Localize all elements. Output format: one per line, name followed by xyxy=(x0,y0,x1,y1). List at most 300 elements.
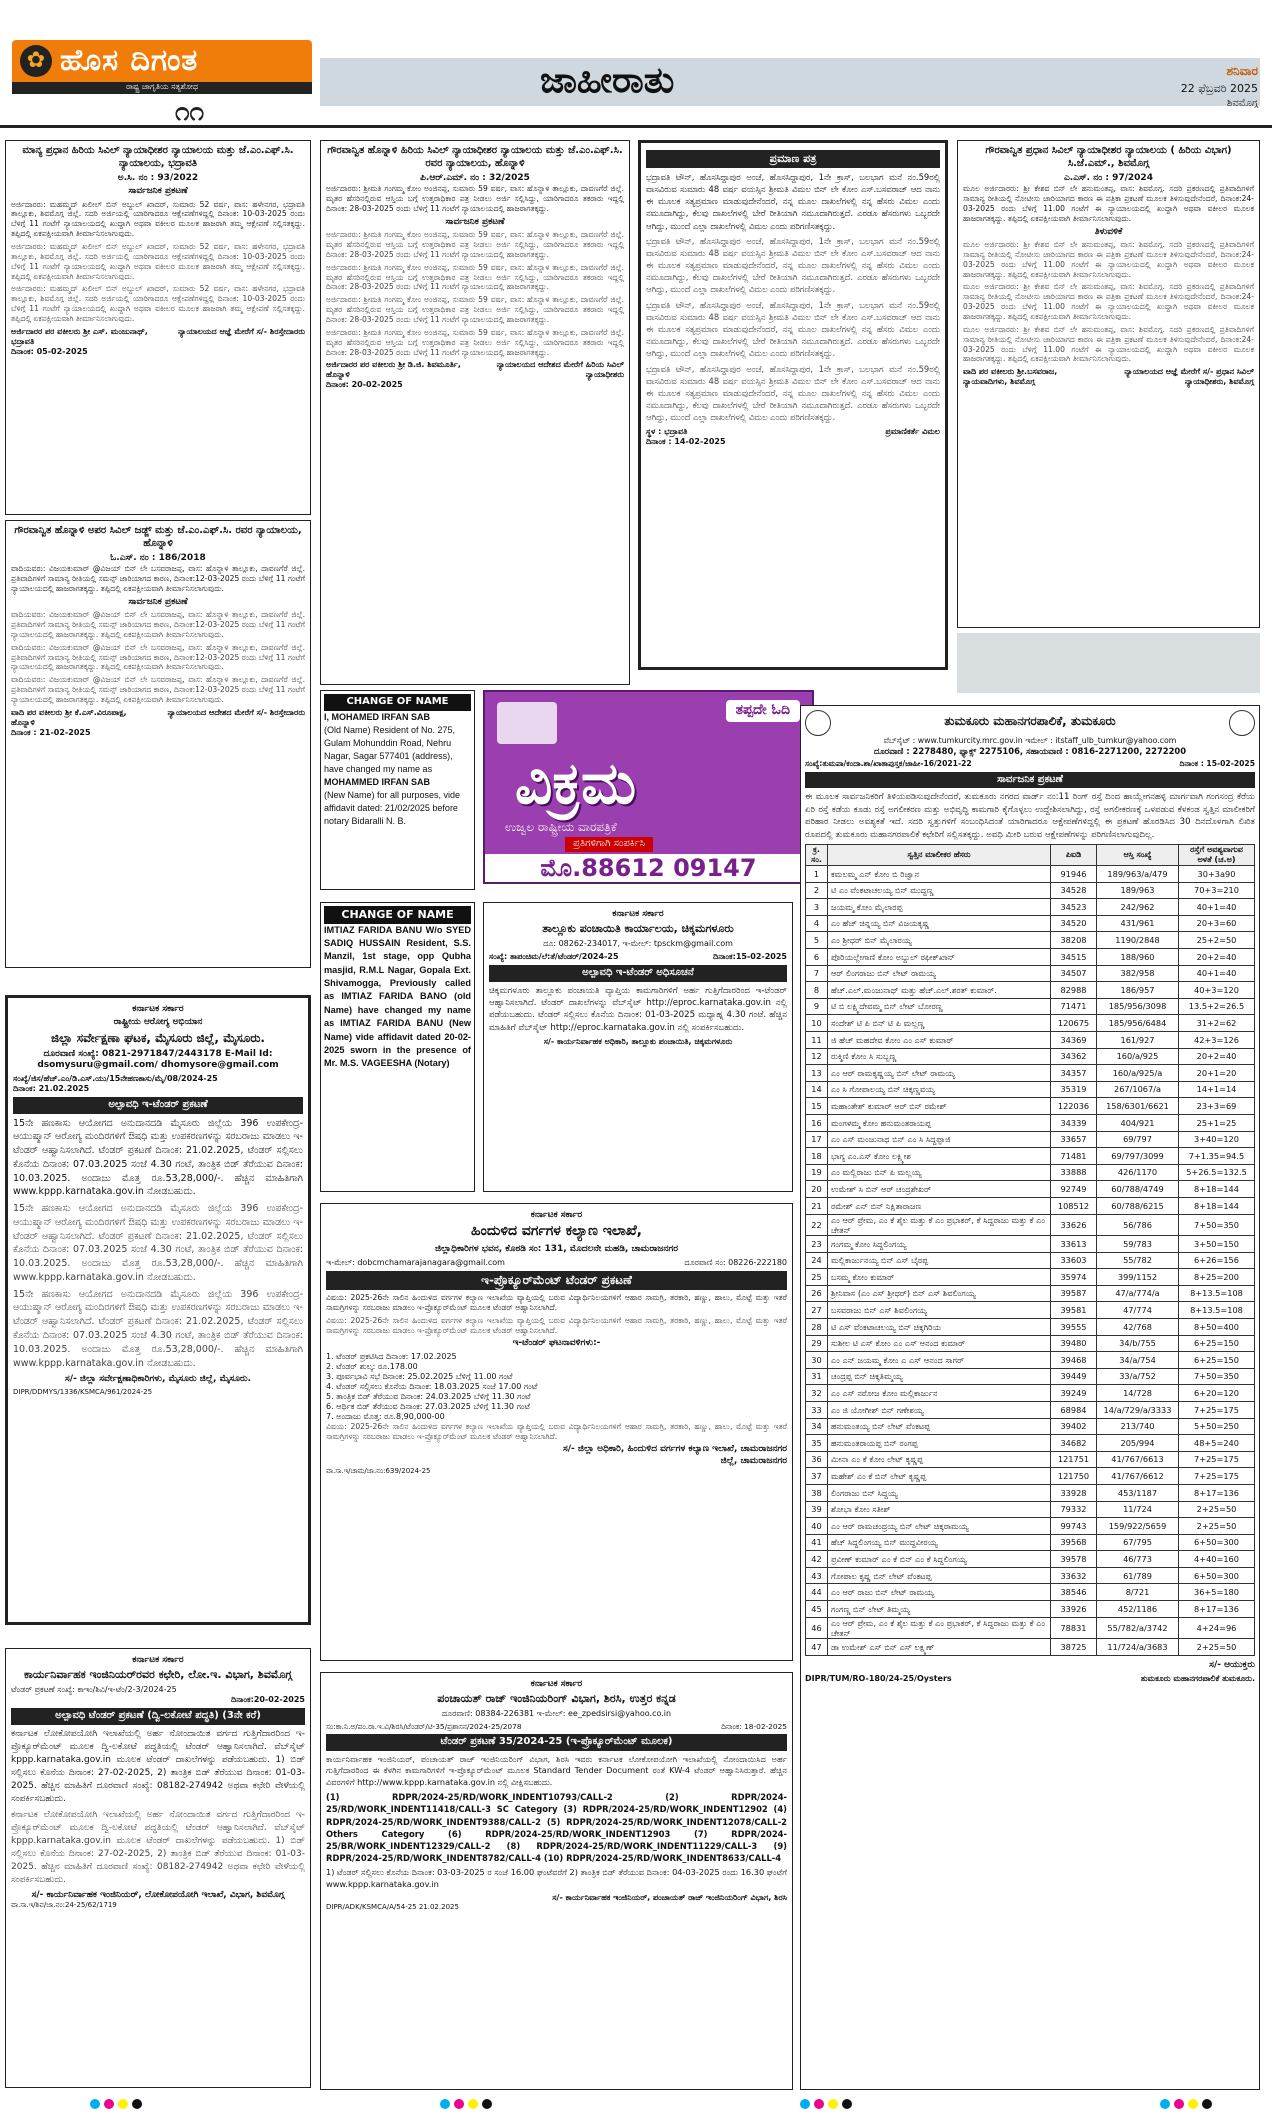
table-row xyxy=(806,998,1255,1015)
ad-backward-classes xyxy=(320,1203,793,1661)
table-cell: 382/958 xyxy=(1097,965,1179,982)
vikrama-band: ಪ್ರತಿಗಳಿಗಾಗಿ ಸಂಪರ್ಕಿಸಿ xyxy=(565,837,653,852)
table-cell: 453/1187 xyxy=(1097,1484,1179,1501)
table-cell: 23+3=69 xyxy=(1179,1098,1255,1115)
table-row xyxy=(806,1484,1255,1501)
table-row xyxy=(806,1031,1255,1048)
table-cell: 40+1=40 xyxy=(1179,899,1255,916)
masthead-band xyxy=(320,58,1260,106)
table-cell: 41/767/6612 xyxy=(1097,1468,1179,1485)
ad-heading: ಸಾರ್ವಜನಿಕ ಪ್ರಕಟಣೆ xyxy=(128,596,188,607)
tender-band: ಇ-ಪ್ರೊಕ್ಯೂರ್‌ಮೆಂಟ್ ಟೆಂಡರ್ ಪ್ರಕಟಣೆ xyxy=(326,1271,787,1290)
table-cell: 18 xyxy=(806,1148,828,1165)
table-cell: 34357 xyxy=(1051,1065,1097,1082)
table-cell: 8+13.5=108 xyxy=(1179,1285,1255,1302)
ad-body: ಕರ್ನಾಟಕ ಲೋಕೋಪಯೋಗಿ ಇಲಾಖೆಯಲ್ಲಿ ಅರ್ಹ ನೋಂದಾಯಿತ ವರ್ಗದ ಗುತ್ತಿಗೆದಾರರಿಂದ ಇ-ಪ್ರೊಕ್ಯೂರ್‌ಮೆಂಟ್ ಮೂಲಕ ದ್ವಿ-ಲಕೋಟೆ ಪದ್ಧತಿಯಲ್ಲಿ ಟೆಂಡರ್ ಆಹ್ವಾನಿಸಲಾಗಿದೆ. ವೆಬ್‌ಸೈಟ್ kppp.karnataka.gov.in ಮೂಲಕ ಟೆಂಡರ್ ದಾಖಲೆಗಳನ್ನು ಪಡೆಯಬಹುದು. 1) ಬಿಡ್ ಸಲ್ಲಿಸಲು ಕೊನೆಯ ದಿನಾಂಕ: 27-02-2025, 2) ತಾಂತ್ರಿಕ ಬಿಡ್ ತೆರೆಯುವ ದಿನಾಂಕ: 01-03-2025. ಹೆಚ್ಚಿನ ಮಾಹಿತಿಗೆ ದೂರವಾಣಿ ಸಂಖ್ಯೆ: 08182-274942 ಅಥವಾ ಕಛೇರಿ ವೇಳೆಯಲ್ಲಿ ಸಂಪರ್ಕಿಸಬಹುದು. xyxy=(11,1728,305,1804)
govt-label: ಕರ್ನಾಟಕ ಸರ್ಕಾರ xyxy=(530,1679,583,1689)
table-cell: 39 xyxy=(806,1501,828,1518)
table-cell: 60/788/4749 xyxy=(1097,1181,1179,1198)
ad-body-continued: ವಿಷಯ: 2025-26ನೇ ಸಾಲಿನ ಹಿಂದುಳಿದ ವರ್ಗಗಳ ಕಲ್ಯಾಣ ಇಲಾಖೆಯ ವ್ಯಾಪ್ತಿಯಲ್ಲಿ ಬರುವ ವಿದ್ಯಾರ್ಥಿನಿಲಯಗಳಿಗೆ ಆಹಾರ ಸಾಮಗ್ರಿ, ತರಕಾರಿ, ಹಣ್ಣು, ಹಾಲು, ಮೊಟ್ಟೆ ಮತ್ತು ಇತರೆ ಸಾಮಗ್ರಿಗಳನ್ನು ಸರಬರಾಜು ಮಾಡಲು ಇ-ಪ್ರೊಕ್ಯೂರ್‌ಮೆಂಟ್ ಮೂಲಕ ಟೆಂಡರ್ ಆಹ್ವಾನಿಸಲಾಗಿದೆ. xyxy=(326,1421,787,1441)
table-cell: ಎಂ ಎಸ್ ನರೋಜ ಕೋಂ ಮಲ್ಲಿಕಾರ್ಜುನ xyxy=(828,1385,1051,1402)
ad-body: ಕಾರ್ಯನಿರ್ವಾಹಕ ಇಂಜಿನಿಯರ್, ಪಂಚಾಯತ್ ರಾಜ್ ಇಂಜಿನಿಯರಿಂಗ್ ವಿಭಾಗ, ಶಿರಸಿ ಇವರು ಕರ್ನಾಟಕ ಲೋಕೋಪಯೋಗಿ ಇಲಾಖೆಯಲ್ಲಿ ನೋಂದಾಯಿಸಿದ ಅರ್ಹ ಗುತ್ತಿಗೆದಾರರಿಂದ ಈ ಕೆಳಗಿನ ಕಾಮಗಾರಿಗಳಿಗೆ ಇ-ಪ್ರೊಕ್ಯೂರ್‌ಮೆಂಟ್ ಮೂಲಕ Standard Tender Document ರಂತೆ KW-4 ಟೆಂಡರ್ ಆಹ್ವಾನಿಸಿರುತ್ತಾರೆ. ಹೆಚ್ಚಿನ ವಿವರಗಳಿಗೆ http://www.kppp.karnataka.gov.in ನಲ್ಲಿ ವೀಕ್ಷಿಸಬಹುದು. xyxy=(326,1753,787,1787)
table-cell: 39587 xyxy=(1051,1285,1097,1302)
table-row xyxy=(806,1081,1255,1098)
table-cell: 82988 xyxy=(1051,982,1097,999)
ref-date: ದಿನಾಂಕ:15-02-2025 xyxy=(713,952,787,961)
table-cell: ಎಂ ಜಿ ಯೋಗೀಶ್ ಬಿನ್ ಗಣೇಶಯ್ಯ xyxy=(828,1401,1051,1418)
table-cell: 6+25=150 xyxy=(1179,1352,1255,1369)
table-cell: 33926 xyxy=(1051,1601,1097,1618)
table-cell: 17 xyxy=(806,1131,828,1148)
table-cell: 11 xyxy=(806,1031,828,1048)
table-cell: 33657 xyxy=(1051,1131,1097,1148)
table-cell: ಲಿಂಗರಾಜು ಬಿನ್ ಸಿದ್ದಯ್ಯ xyxy=(828,1484,1051,1501)
table-cell: 25+2=50 xyxy=(1179,932,1255,949)
events-list xyxy=(326,1352,787,1422)
table-row xyxy=(806,1617,1255,1639)
table-cell: ಸಂದೇಶ್ ಟಿ ಪಿ ಬಿನ್ ಟಿ ಪಿ ಮಲ್ಲಣ್ಣ xyxy=(828,1015,1051,1032)
ad-body-continued: ಭದ್ರಾವತಿ ಟೌನ್, ಹೊಸಸಿದ್ದಾಪುರ ಅಂಚೆ, ಹೊಸಸಿದ್ದಾಪುರ, 1ನೇ ಕ್ರಾಸ್, ಬಲಭಾಗ ಮನೆ ನಂ.59ರಲ್ಲಿ ವಾಸವಿರುವ ಸುಮಾರು 48 ವರ್ಷ ವಯಸ್ಸಿನ ಶ್ರೀಮತಿ ವಿಮಲ ಬಿನ್ ಲೇ ಕೋಂ ಎಸ್.ಬಸವರಾಜ್ ಆದ ನಾನು ಈ ಮೂಲಕ ಸತ್ಯಪ್ರಮಾಣ ಮಾಡುವುದೇನೆಂದರೆ, ನನ್ನ ಮೂಲ ದಾಖಲೆಗಳಲ್ಲಿ ನನ್ನ ಹೆಸರು ವಿಮಲ ಎಂದು ನಮೂದಾಗಿದ್ದು, ಕೆಲವು ದಾಖಲೆಗಳಲ್ಲಿ ಬೇರೆ ರೀತಿಯಾಗಿ ನಮೂದಾಗಿರುತ್ತದೆ. ಎರಡೂ ಹೆಸರುಗಳು ಒಬ್ಬರದೇ ಆಗಿದ್ದು, ಮುಂದೆ ಎಲ್ಲಾ ದಾಖಲೆಗಳಲ್ಲಿ ವಿಮಲ ಎಂದು ಪರಿಗಣಿಸತಕ್ಕದ್ದು. xyxy=(646,363,940,423)
ad-change-of-name-1 xyxy=(320,690,475,890)
contact-info: ದೂರವಾಣಿ: 08384-226381 ಇ-ಮೇಲ್: ee_zpedsirsi@yahoo.co.in xyxy=(441,1709,672,1718)
table-cell: ಎಂ ಹೆಚ್ ಚಿನ್ನಯ್ಯ ಬಿನ್ ವಿಜಯಕೃಷ್ಣ xyxy=(828,915,1051,932)
ad-body-continued: ಅರ್ಜಿದಾರರು: ಶ್ರೀಮತಿ ಗಂಗಮ್ಮ ಕೋಂ ಅಂಜಿನಪ್ಪ, ಸುಮಾರು 59 ವರ್ಷ, ವಾಸ: ಹೊನ್ನಾಳಿ ತಾಲ್ಲೂಕು, ದಾವಣಗೆರೆ ಜಿಲ್ಲೆ. ಮೃತರ ಹೆಸರಿನಲ್ಲಿರುವ ಆಸ್ತಿಯ ಬಗ್ಗೆ ಉತ್ತರಾಧಿಕಾರ ಪತ್ರ ನೀಡಲು ಅರ್ಜಿ ಸಲ್ಲಿಸಿದ್ದು, ಯಾರಿಗಾದರೂ ತಕರಾರು ಇದ್ದಲ್ಲಿ ದಿನಾಂಕ: 28-03-2025 ರಂದು ಬೆಳಿಗ್ಗೆ 11 ಗಂಟೆಗೆ ನ್ಯಾಯಾಲಯದಲ್ಲಿ ಹಾಜರಾಗತಕ್ಕದ್ದು. xyxy=(326,327,624,357)
ad-signature: ಸ/- ಕಾರ್ಯನಿರ್ವಾಹಕ ಇಂಜಿನಿಯರ್, ಪಂಚಾಯತ್ ರಾಜ್ ಇಂಜಿನಿಯರಿಂಗ್ ವಿಭಾಗ, ಶಿರಸಿ xyxy=(552,1893,787,1903)
table-row xyxy=(806,1252,1255,1269)
table-cell: 33613 xyxy=(1051,1236,1097,1253)
table-cell: 34520 xyxy=(1051,915,1097,932)
dipr-code: ವಾ.ಸಾ.ಇ/ಶಿವ/ಜಾ.ನಂ:24-25/62/1719 xyxy=(11,1901,117,1910)
ad-body-continued: ಅರ್ಜಿದಾರರು: ಶ್ರೀಮತಿ ಗಂಗಮ್ಮ ಕೋಂ ಅಂಜಿನಪ್ಪ, ಸುಮಾರು 59 ವರ್ಷ, ವಾಸ: ಹೊನ್ನಾಳಿ ತಾಲ್ಲೂಕು, ದಾವಣಗೆರೆ ಜಿಲ್ಲೆ. ಮೃತರ ಹೆಸರಿನಲ್ಲಿರುವ ಆಸ್ತಿಯ ಬಗ್ಗೆ ಉತ್ತರಾಧಿಕಾರ ಪತ್ರ ನೀಡಲು ಅರ್ಜಿ ಸಲ್ಲಿಸಿದ್ದು, ಯಾರಿಗಾದರೂ ತಕರಾರು ಇದ್ದಲ್ಲಿ ದಿನಾಂಕ: 28-03-2025 ರಂದು ಬೆಳಿಗ್ಗೆ 11 ಗಂಟೆಗೆ ನ್ಯಾಯಾಲಯದಲ್ಲಿ ಹಾಜರಾಗತಕ್ಕದ್ದು. xyxy=(326,262,624,292)
table-cell: 39581 xyxy=(1051,1302,1097,1319)
table-cell: 14/728 xyxy=(1097,1385,1179,1402)
table-cell: 34/a/754 xyxy=(1097,1352,1179,1369)
table-cell: 41 xyxy=(806,1534,828,1551)
table-cell: 20 xyxy=(806,1181,828,1198)
table-cell: 40 xyxy=(806,1518,828,1535)
table-cell: 8+50=400 xyxy=(1179,1318,1255,1335)
table-row xyxy=(806,1269,1255,1286)
ad-body-continued: 15ನೇ ಹಣಕಾಸು ಆಯೋಗದ ಅನುದಾನದಡಿ ಮೈಸೂರು ಜಿಲ್ಲೆಯ 396 ಉಪಕೇಂದ್ರ-ಆಯುಷ್ಮಾನ್ ಆರೋಗ್ಯ ಮಂದಿರಗಳಿಗೆ ಔಷಧಿ ಮತ್ತು ಉಪಕರಣಗಳನ್ನು ಸರಬರಾಜು ಮಾಡಲು ಇ-ಟೆಂಡರ್ ಆಹ್ವಾನಿಸಲಾಗಿದೆ. ಟೆಂಡರ್ ಪ್ರಕಟಣೆ ದಿನಾಂಕ: 21.02.2025, ಟೆಂಡರ್ ಸಲ್ಲಿಸಲು ಕೊನೆಯ ದಿನಾಂಕ: 07.03.2025 ಸಂಜೆ 4.30 ಗಂಟೆ, ತಾಂತ್ರಿಕ ಬಿಡ್ ತೆರೆಯುವ ದಿನಾಂಕ: 10.03.2025. ಅಂದಾಜು ಮೊತ್ತ ರೂ.53,28,000/-. ಹೆಚ್ಚಿನ ಮಾಹಿತಿಗಾಗಿ www.kppp.karnataka.gov.in ನೋಡಬಹುದು. xyxy=(13,1203,303,1283)
table-cell: ಹೆಚ್.ಎಲ್.ಮಂಜುನಾಥ್ ಮತ್ತು ಹೆಚ್.ಎಲ್.ಶರತ್ ಕುಮಾರ್. xyxy=(828,982,1051,999)
ad-signature: ಸ/- ಜಿಲ್ಲಾ ಅಧಿಕಾರಿ, ಹಿಂದುಳಿದ ವರ್ಗಗಳ ಕಲ್ಯಾಣ ಇಲಾಖೆ, ಚಾಮರಾಜನಗರ ಜಿಲ್ಲೆ, ಚಾಮರಾಜನಗರ xyxy=(562,1444,787,1466)
notice-band: ಸಾರ್ವಜನಿಕ ಪ್ರಕಟಣೆ xyxy=(805,772,1255,789)
table-cell: 34682 xyxy=(1051,1435,1097,1452)
case-number: ಅ.ಸಿ. ನಂ : 93/2022 xyxy=(117,173,199,183)
emblem-icon xyxy=(1229,710,1255,736)
table-cell: ಎಂ ಆರ್ ರಾಜು ಬಿನ್ ಲೇಟ್ ರಾಮಯ್ಯ xyxy=(828,1584,1051,1601)
table-cell: 45 xyxy=(806,1601,828,1618)
ad-court-bhadravathi xyxy=(5,140,311,515)
paper-tagline: ರಾಷ್ಟ್ರ ಜಾಗೃತಿಯ ಸತ್ಯಶೋಧ xyxy=(12,82,312,94)
table-cell: 33 xyxy=(806,1401,828,1418)
table-cell: 8+18=144 xyxy=(1179,1181,1255,1198)
table-cell: 2 xyxy=(806,882,828,899)
table-cell: ಗಂಗಣ್ಣ ಬಿನ್ ಲೇಟ್ ತಿಮ್ಮಯ್ಯ xyxy=(828,1601,1051,1618)
ref-number: ಸಂಖ್ಯೆ/ಜಿಸ/ಹೆಚ್.ಎಂ/ಡಿ.ಎಸ್.ಯು/15ನೇಹಣಕಾಸು/ಮೈ/08/2024-25 xyxy=(13,1074,218,1083)
issue-city: ಶಿವಮೊಗ್ಗ xyxy=(1226,98,1258,109)
table-cell: 205/994 xyxy=(1097,1435,1179,1452)
table-cell: ಎಂ ಎಸ್ ಮಂಜುನಾಥ ಬಿನ್ ಎಂ ಸಿ ಸಿದ್ದಪ್ಪಾಜಿ xyxy=(828,1131,1051,1148)
ad-body-continued: ಅರ್ಜಿದಾರರು: ಶ್ರೀಮತಿ ಗಂಗಮ್ಮ ಕೋಂ ಅಂಜಿನಪ್ಪ, ಸುಮಾರು 59 ವರ್ಷ, ವಾಸ: ಹೊನ್ನಾಳಿ ತಾಲ್ಲೂಕು, ದಾವಣಗೆರೆ ಜಿಲ್ಲೆ. ಮೃತರ ಹೆಸರಿನಲ್ಲಿರುವ ಆಸ್ತಿಯ ಬಗ್ಗೆ ಉತ್ತರಾಧಿಕಾರ ಪತ್ರ ನೀಡಲು ಅರ್ಜಿ ಸಲ್ಲಿಸಿದ್ದು, ಯಾರಿಗಾದರೂ ತಕರಾರು ಇದ್ದಲ್ಲಿ ದಿನಾಂಕ: 28-03-2025 ರಂದು ಬೆಳಿಗ್ಗೆ 11 ಗಂಟೆಗೆ ನ್ಯಾಯಾಲಯದಲ್ಲಿ ಹಾಜರಾಗತಕ್ಕದ್ದು. xyxy=(326,295,624,324)
table-cell: 33603 xyxy=(1051,1252,1097,1269)
table-cell: 6 xyxy=(806,949,828,966)
table-cell: 43 xyxy=(806,1567,828,1584)
table-cell: ಎಂ ಸಿ ಗೋಪಾಲಯ್ಯ ಬಿನ್ ಚಿಕ್ಕಣ್ಣವಯ್ಯ xyxy=(828,1081,1051,1098)
table-row xyxy=(806,1015,1255,1032)
ad-court-shivamogga xyxy=(957,140,1260,628)
table-row xyxy=(806,915,1255,932)
table-cell: 60/788/6215 xyxy=(1097,1197,1179,1214)
magenta-dot xyxy=(104,2099,114,2109)
dipr-code: DIPR/ADK/KSMCA/A/54-25 21.02.2025 xyxy=(326,1903,459,1912)
table-cell: 28 xyxy=(806,1318,828,1335)
table-row xyxy=(806,1214,1255,1236)
table-row xyxy=(806,1352,1255,1369)
ad-change-of-name-2 xyxy=(320,902,475,1192)
table-cell: 34515 xyxy=(1051,949,1097,966)
table-cell: 34369 xyxy=(1051,1031,1097,1048)
ad-body-continued: ಮೂಲ ಅರ್ಜಿದಾರರು: ಶ್ರೀ ಕೇಶವ ಬಿನ್ ಲೇ ಹನುಮಂತಪ್ಪ, ವಾಸ: ಶಿವಮೊಗ್ಗ. ಸದರಿ ಪ್ರಕರಣದಲ್ಲಿ ಪ್ರತಿವಾದಿಗಳಿಗೆ ಸಾಮಾನ್ಯ ರೀತಿಯಲ್ಲಿ ನೋಟೀಸು ಜಾರಿಯಾಗದ ಕಾರಣ ಈ ಪತ್ರಿಕಾ ಪ್ರಕಟಣೆ ಮೂಲಕ ತಿಳಿಸುವುದೇನೆಂದರೆ, ದಿನಾಂಕ:24-03-2025 ರಂದು ಬೆಳಿಗ್ಗೆ 11.00 ಗಂಟೆಗೆ ಈ ನ್ಯಾಯಾಲಯದಲ್ಲಿ ಖುದ್ದಾಗಿ ಅಥವಾ ವಕೀಲರ ಮೂಲಕ ಹಾಜರಾಗತಕ್ಕದ್ದು. ತಪ್ಪಿದಲ್ಲಿ ಏಕಪಕ್ಷೀಯವಾಗಿ ತೀರ್ಮಾನಿಸಲಾಗುವುದು. xyxy=(963,282,1254,321)
table-cell: 3 xyxy=(806,899,828,916)
table-cell: 34/b/755 xyxy=(1097,1335,1179,1352)
list-item: 2. ಟೆಂಡರ್ ಶುಲ್ಕ: ರೂ.178.00 xyxy=(326,1361,418,1371)
ad-signature: ಸ/- ಕಾರ್ಯನಿರ್ವಾಹಕ ಅಧಿಕಾರಿ, ತಾಲ್ಲೂಕು ಪಂಚಾಯಿತಿ, ಚಿಕ್ಕಮಗಳೂರು xyxy=(543,1037,733,1047)
table-row xyxy=(806,1601,1255,1618)
table-cell: 39578 xyxy=(1051,1551,1097,1568)
ad-signature: ಸ/- ಕಾರ್ಯನಿರ್ವಾಹಕ ಇಂಜಿನಿಯರ್, ಲೋಕೋಪಯೋಗಿ ಇಲಾಖೆ, ವಿಭಾಗ, ಶಿವಮೊಗ್ಗ xyxy=(31,1890,285,1901)
table-cell: ಜಿ ಹೆಚ್ ಮಹದೇವ ಕೋಂ ಎಂ ಎಸ್ ಕುಮಾರ್ xyxy=(828,1031,1051,1048)
ref-date: ದಿನಾಂಕ: 21.02.2025 xyxy=(13,1084,90,1093)
table-cell: ಉಮೇಶ್ ಸಿ ಬಿನ್ ಆರ್ ಚಂದ್ರಶೇಖರ್ xyxy=(828,1181,1051,1198)
table-cell: 40+1=40 xyxy=(1179,965,1255,982)
table-cell: 39555 xyxy=(1051,1318,1097,1335)
table-cell: 19 xyxy=(806,1164,828,1181)
table-cell: 26 xyxy=(806,1285,828,1302)
registration-marks xyxy=(800,2099,852,2111)
table-cell: 39402 xyxy=(1051,1418,1097,1435)
table-cell: 20+3=60 xyxy=(1179,915,1255,932)
table-cell: ಎಂ ಆರ್ ಪ್ರೇಮ, ಎಂ ಕೆ ಶೈಲ ಮತ್ತು ಕೆ ಎಂ ಪ್ರಭಾಕರ್, ಕೆ ಸಿದ್ದರಾಜು ಮತ್ತು ಕೆ ಎಂ ಚೇತನ್ xyxy=(828,1214,1051,1236)
list-item: 6. ಆರ್ಥಿಕ ಬಿಡ್ ತೆರೆಯುವ ದಿನಾಂಕ: 27.03.2025 ಬೆಳಿಗ್ಗೆ 11.30 ಗಂಟೆ xyxy=(326,1401,531,1411)
ref-date: ದಿನಾಂಕ:20-02-2025 xyxy=(231,1695,305,1704)
table-cell: ಟಿ ಎಸ್ ವೆಂಕಟಾಚಲಯ್ಯ ಬಿನ್ ಚಿಕ್ಕಗಿರಿಯ xyxy=(828,1318,1051,1335)
vikrama-title: ವಿಕ್ರಮ xyxy=(515,749,637,817)
advocate-signature: ವಾದಿ ಪರ ವಕೀಲರು ಶ್ರೀ.ಬಸವರಾಜ, ನ್ಯಾಯವಾದಿಗಳು, ಶಿವಮೊಗ್ಗ xyxy=(963,367,1058,387)
govt-label: ಕರ್ನಾಟಕ ಸರ್ಕಾರ xyxy=(132,1655,184,1665)
table-cell: 213/740 xyxy=(1097,1418,1179,1435)
contact-info: ದೂರವಾಣಿ ಸಂಖ್ಯೆ: 0821-2971847/2443178 E-Mail Id: dsomysuru@gmail.com/ dhomysore@gmail.com xyxy=(37,1048,279,1070)
table-cell: 55/782/a/3742 xyxy=(1097,1617,1179,1639)
table-cell: ಮೀನಾ ಎಂ ಕೆ ಕೋಂ ಲೇಟ್ ಕೃಷ್ಣಪ್ಪ xyxy=(828,1451,1051,1468)
table-cell: 25 xyxy=(806,1269,828,1286)
table-cell: 189/963 xyxy=(1097,882,1179,899)
tender-band: ಅಲ್ಪಾವಧಿ ಟೆಂಡರ್ ಪ್ರಕಟಣೆ (ದ್ವಿ-ಲಕೋಟೆ ಪದ್ಧತಿ) (3ನೇ ಕರೆ) xyxy=(11,1708,305,1725)
table-cell: 6+50=300 xyxy=(1179,1534,1255,1551)
table-cell: 46/773 xyxy=(1097,1551,1179,1568)
table-cell: 161/927 xyxy=(1097,1031,1179,1048)
table-cell: 39249 xyxy=(1051,1385,1097,1402)
ref-number: ಸಂಖ್ಯೆ: ತಾಪಂಚಿಮ/ಲೆ:ತೆ/ಟೆಂಡರ್/2024-25 xyxy=(489,952,619,961)
ad-title: ತುಮಕೂರು ಮಹಾನಗರಪಾಲಿಕೆ, ತುಮಕೂರು xyxy=(944,714,1116,728)
ad-signature: ಪ್ರಮಾಣಿಕರ್ತೆ ವಿಮಲ xyxy=(885,426,940,436)
column-header: ಆಸ್ತಿ ಸಂಖ್ಯೆ xyxy=(1097,845,1179,866)
table-cell: 6+50=300 xyxy=(1179,1567,1255,1584)
table-cell: 121750 xyxy=(1051,1468,1097,1485)
table-cell: 3+40=120 xyxy=(1179,1131,1255,1148)
tender-band: ಅಲ್ಪಾವಧಿ ಇ-ಟೆಂಡರ್ ಪ್ರಕಟಣೆ xyxy=(13,1097,303,1114)
ad-pwd-shivamogga xyxy=(5,1648,311,2088)
table-cell: 4+24=96 xyxy=(1179,1617,1255,1639)
table-cell: 30+3a90 xyxy=(1179,866,1255,883)
ad-title: ಮಾನ್ಯ ಪ್ರಧಾನ ಹಿರಿಯ ಸಿವಿಲ್ ನ್ಯಾಯಾಧೀಶರ ನ್ಯಾಯಾಲಯ ಮತ್ತು ಜೆ.ಎಂ.ಎಫ್.ಸಿ. ನ್ಯಾಯಾಲಯ, ಭದ್ರಾವತಿ xyxy=(22,145,294,169)
ad-title: ಜಿಲ್ಲಾ ಸರ್ವೇಕ್ಷಣಾ ಘಟಕ, ಮೈಸೂರು ಜಿಲ್ಲೆ, ಮೈಸೂರು. xyxy=(51,1030,265,1045)
masthead xyxy=(0,0,1272,128)
table-cell: 2+25=50 xyxy=(1179,1639,1255,1656)
ad-place: ಸ್ಥಳ : ಭದ್ರಾವತಿ xyxy=(646,426,688,436)
table-row xyxy=(806,1164,1255,1181)
table-cell: 10 xyxy=(806,1015,828,1032)
ad-date: ದಿನಾಂಕ : 21-02-2025 xyxy=(11,727,91,737)
dept-label: ರಾಷ್ಟ್ರೀಯ ಆರೋಗ್ಯ ಅಭಿಯಾನ xyxy=(113,1017,203,1028)
table-cell: 36 xyxy=(806,1451,828,1468)
property-table xyxy=(805,844,1255,1656)
table-cell: ಕಮಲಮ್ಮ ಎನ್ ಕೋಂ ಬಿ ರಿಜ್ವಾನ xyxy=(828,866,1051,883)
tender-band: ಅಲ್ಪಾವಧಿ ಇ-ಟೆಂಡರ್ ಅಧಿಸೂಚನೆ xyxy=(489,965,787,982)
table-row xyxy=(806,1518,1255,1535)
table-cell: 159/922/5659 xyxy=(1097,1518,1179,1535)
table-cell: 34528 xyxy=(1051,882,1097,899)
table-cell: 44 xyxy=(806,1584,828,1601)
table-cell: 55/782 xyxy=(1097,1252,1179,1269)
table-cell: 185/956/3098 xyxy=(1097,998,1179,1015)
table-cell: 5+50=250 xyxy=(1179,1418,1255,1435)
table-cell: 7+50=350 xyxy=(1179,1368,1255,1385)
table-cell: 108512 xyxy=(1051,1197,1097,1214)
table-cell: 39480 xyxy=(1051,1335,1097,1352)
court-signature: ನ್ಯಾಯಾಲಯದ ಆದೇಶದ ಮೇರೆಗೆ ಸ/- ಶಿರಸ್ತೇದಾರರು xyxy=(167,707,305,717)
table-cell: 16 xyxy=(806,1114,828,1131)
table-cell: 14+1=14 xyxy=(1179,1081,1255,1098)
vikrama-phone: ಮೊ.88612 09147 xyxy=(485,854,812,882)
table-cell: 7 xyxy=(806,965,828,982)
column-header: ಕ್ರ. ಸಂ. xyxy=(806,845,828,866)
ad-title: CHANGE OF NAME xyxy=(324,906,471,924)
table-cell: 15 xyxy=(806,1098,828,1115)
emblem-icon xyxy=(805,710,831,736)
table-row xyxy=(806,1418,1255,1435)
ad-title: ಕಾರ್ಯನಿರ್ವಾಹಕ ಇಂಜಿನಿಯರ್‌ರವರ ಕಛೇರಿ, ಲೋ.ಇ. ವಿಭಾಗ, ಶಿವಮೊಗ್ಗ xyxy=(24,1668,292,1682)
table-cell: 11/724/a/3683 xyxy=(1097,1639,1179,1656)
table-row xyxy=(806,1285,1255,1302)
table-row xyxy=(806,1534,1255,1551)
table-row xyxy=(806,965,1255,982)
table-cell: 32 xyxy=(806,1385,828,1402)
court-signature: ನ್ಯಾಯಾಲಯದ ಆಜ್ಞೆ ಮೇರೆಗೆ ಸ/- ಪ್ರಧಾನ ಸಿವಿಲ್ ನ್ಯಾಯಾಧೀಶರು, ಶಿವಮೊಗ್ಗ xyxy=(1124,367,1254,387)
page-number: ೧೧ xyxy=(175,97,205,127)
table-cell: 42 xyxy=(806,1551,828,1568)
table-cell: 122036 xyxy=(1051,1098,1097,1115)
table-row xyxy=(806,982,1255,999)
table-cell: 13.5+2=26.5 xyxy=(1179,998,1255,1015)
table-cell: 20+2=40 xyxy=(1179,1048,1255,1065)
court-signature: ನ್ಯಾಯಾಲಯದ ಆಜ್ಞೆ ಮೇರೆಗೆ ಸ/- ಶಿರಸ್ತೇದಾರರು xyxy=(177,326,305,336)
events-heading: ಇ-ಟೆಂಡರ್ ಘಟನಾವಳಿಗಳು:- xyxy=(512,1338,601,1349)
ad-title: ತಾಲ್ಲೂಕು ಪಂಚಾಯಿತಿ ಕಾರ್ಯಾಲಯ, ಚಿಕ್ಕಮಗಳೂರು xyxy=(542,922,734,936)
ad-date: ದಿನಾಂಕ: 05-02-2025 xyxy=(11,346,88,356)
table-cell: 185/956/6484 xyxy=(1097,1015,1179,1032)
table-cell: 56/786 xyxy=(1097,1214,1179,1236)
table-cell: 40+3=120 xyxy=(1179,982,1255,999)
table-cell: 71481 xyxy=(1051,1148,1097,1165)
table-cell: 23 xyxy=(806,1236,828,1253)
book-icon xyxy=(497,702,557,744)
table-cell: 5 xyxy=(806,932,828,949)
table-cell: 7+50=350 xyxy=(1179,1214,1255,1236)
table-cell: 34 xyxy=(806,1418,828,1435)
table-cell: 92749 xyxy=(1051,1181,1097,1198)
table-cell: 42/768 xyxy=(1097,1318,1179,1335)
ad-body: ಈ ಮೂಲಕ ಸಾರ್ವಜನಿಕರಿಗೆ ತಿಳಿಯಪಡಿಸುವುದೇನೆಂದರೆ, ತುಮಕೂರು ನಗರದ ವಾರ್ಡ್ ನಂ:11 ರಿಂಗ್ ರಸ್ತೆ ದಿಂದ ಹಾಯ್ಲೇಗನಹಳ್ಳಿ ಮಾರ್ಗವಾಗಿ ಗಂಗಸಂದ್ರ ಕೆರೆಯ ಏರಿ ರಸ್ತೆ ಕಡೆಯ ಕೂಡು ರಸ್ತೆ ಅಗಲೀಕರಣ ಮತ್ತು ಅಭಿವೃದ್ಧಿ ಕಾಮಗಾರಿ ಕೈಗೊಳ್ಳಲು ಉದ್ದೇಶಿಸಲಾಗಿದ್ದು, ರಸ್ತೆ ಅಗಲೀಕರಣಕ್ಕೆ ಒಳಪಡುವ ಕೆಳಕಂಡ ಸ್ವತ್ತಿನ ಮಾಲೀಕರಿಗೆ ಪರಿಹಾರ ನೀಡಲು ಅವಶ್ಯಕತೆ ಇದೆ. ಸದರಿ ಸ್ವತ್ತುಗಳಿಗೆ ಸಂಬಂಧಿಸಿದಂತೆ ಯಾರಿಗಾದರೂ ಆಕ್ಷೇಪಣೆಗಳಿದ್ದಲ್ಲಿ ಈ ಪ್ರಕಟಣೆ ಹೊರಡಿಸಿದ 30 ದಿನದೊಳಗಾಗಿ ಲಿಖಿತ ರೂಪದಲ್ಲಿ ತುಮಕೂರು ಮಹಾನಗರಪಾಲಿಕೆ ಕಛೇರಿಗೆ ಸಲ್ಲಿಸತಕ್ಕದ್ದು. ಅವಧಿ ಮೀರಿ ಬರುವ ಆಕ್ಷೇಪಣೆಗಳನ್ನು ಪರಿಗಣಿಸಲಾಗುವುದಿಲ್ಲ. xyxy=(805,792,1255,840)
table-cell: 33632 xyxy=(1051,1567,1097,1584)
table-cell: 35319 xyxy=(1051,1081,1097,1098)
affidavit-text: (New Name) for all purposes, vide affidavit dated: 21/02/2025 before notary Bidaralli N. B. xyxy=(324,789,461,826)
table-cell: 8+25=200 xyxy=(1179,1269,1255,1286)
table-row xyxy=(806,1302,1255,1319)
section-title: ಜಾಹೀರಾತು xyxy=(540,59,675,101)
ref-number: ಸಂ:ಕಾ.ನಿ.ಅ/ಪಂ.ರಾ.ಇ.ವಿ/ಶಿರಸಿ/ಟೆಂಡರ್/ಟಿ-35/ಪ್ರಶಾಸನ/2024-25/2078 xyxy=(326,1722,522,1731)
website-text: ವೆಬ್‌ಸೈಟ್ : www.tumkurcity.mrc.gov.in ಇಮೇಲ್ : itstaff_ulb_tumkur@yahoo.com xyxy=(883,736,1177,745)
ad-title: ಗೌರವಾನ್ವಿತ ಹೊನ್ನಾಳಿ ಅಪರ ಸಿವಿಲ್ ಜಡ್ಜ್ ಮತ್ತು ಜೆ.ಎಂ.ಎಫ್.ಸಿ. ರವರ ನ್ಯಾಯಾಲಯ, ಹೊನ್ನಾಳಿ xyxy=(14,525,302,549)
table-cell: 48+5=240 xyxy=(1179,1435,1255,1452)
ad-body-continued: 15ನೇ ಹಣಕಾಸು ಆಯೋಗದ ಅನುದಾನದಡಿ ಮೈಸೂರು ಜಿಲ್ಲೆಯ 396 ಉಪಕೇಂದ್ರ-ಆಯುಷ್ಮಾನ್ ಆರೋಗ್ಯ ಮಂದಿರಗಳಿಗೆ ಔಷಧಿ ಮತ್ತು ಉಪಕರಣಗಳನ್ನು ಸರಬರಾಜು ಮಾಡಲು ಇ-ಟೆಂಡರ್ ಆಹ್ವಾನಿಸಲಾಗಿದೆ. ಟೆಂಡರ್ ಪ್ರಕಟಣೆ ದಿನಾಂಕ: 21.02.2025, ಟೆಂಡರ್ ಸಲ್ಲಿಸಲು ಕೊನೆಯ ದಿನಾಂಕ: 07.03.2025 ಸಂಜೆ 4.30 ಗಂಟೆ, ತಾಂತ್ರಿಕ ಬಿಡ್ ತೆರೆಯುವ ದಿನಾಂಕ: 10.03.2025. ಅಂದಾಜು ಮೊತ್ತ ರೂ.53,28,000/-. ಹೆಚ್ಚಿನ ಮಾಹಿತಿಗಾಗಿ www.kppp.karnataka.gov.in ನೋಡಬಹುದು. xyxy=(13,1288,303,1369)
table-cell: ಎಂ ಆರ್ ಪ್ರೇಮ, ಎಂ ಕೆ ಶೈಲ ಮತ್ತು ಕೆ ಎಂ ಪ್ರಭಾಕರ್, ಕೆ ಸಿದ್ದರಾಜು ಮತ್ತು ಕೆ ಎಂ ಚೇತನ್ xyxy=(828,1617,1051,1639)
table-cell: ಟಿ ಬಿ ಲಕ್ಷ್ಮಿದೇವಮ್ಮ ಬಿನ್ ಲೇಟ್ ಬೋರಣ್ಣ xyxy=(828,998,1051,1015)
ad-court-honnali-os xyxy=(5,520,311,968)
new-name: MOHAMMED IRFAN SAB xyxy=(324,776,430,787)
table-header-row xyxy=(806,845,1255,866)
table-cell: 242/962 xyxy=(1097,899,1179,916)
table-cell: 34362 xyxy=(1051,1048,1097,1065)
table-cell: 189/963/a/479 xyxy=(1097,866,1179,883)
vikrama-tagline: ಉಜ್ವಲ ರಾಷ್ಟ್ರೀಯ ವಾರಪತ್ರಿಕೆ xyxy=(505,820,617,834)
advocate-signature: ಅರ್ಜಿದಾರರ ಪರ ವಕೀಲರು ಶ್ರೀ ಎಸ್. ಮಂಜುನಾಥ್, ಭದ್ರಾವತಿ xyxy=(11,326,148,346)
contact-info: ದೂ: 08262-234017, ಇ-ಮೇಲ್: tpsckm@gmail.com xyxy=(543,939,733,948)
table-cell: 38546 xyxy=(1051,1584,1097,1601)
ad-title: ಪಂಚಾಯತ್ ರಾಜ್ ಇಂಜಿನಿಯರಿಂಗ್ ವಿಭಾಗ, ಶಿರಸಿ, ಉತ್ತರ ಕನ್ನಡ xyxy=(437,1692,676,1706)
table-cell: ಹನುಮಂತರಾಯಪ್ಪ ಬಿನ್ ರಂಗಪ್ಪ xyxy=(828,1435,1051,1452)
table-cell: ಮಹಾಂತೇಶ್ ಕುಮಾರ್ ಆರ್ ಬಿನ್ ರಮೇಶ್ xyxy=(828,1098,1051,1115)
table-cell: 3+50=150 xyxy=(1179,1236,1255,1253)
table-cell: 29 xyxy=(806,1335,828,1352)
table-cell: ಗಂಗಮ್ಮ ಕೋಂ ಸಿದ್ದಲಿಂಗಯ್ಯ xyxy=(828,1236,1051,1253)
dipr-code: ವಾ.ಸಾ.ಇ/ಚಾಮ/ಜಾ.ನಂ:639/2024-25 xyxy=(326,1466,431,1475)
table-cell: ಪ್ರವೀಣ್ ಕುಮಾರ್ ಎಂ ಕೆ ಬಿನ್ ಎಂ ಕೆ ಸಿದ್ದಲಿಂಗಯ್ಯ xyxy=(828,1551,1051,1568)
table-cell: ಡಾ ಉಮೇಶ್ ಎಸ್ ಬಿನ್ ಎಸ್ ಲಕ್ಷ್ಮಣ್ xyxy=(828,1639,1051,1656)
table-cell: ಎಂ ಮಲ್ಲಿರಾಜು ಬಿನ್ ಪಿ ಮಲ್ಲಯ್ಯ xyxy=(828,1164,1051,1181)
table-cell: 2+25=50 xyxy=(1179,1518,1255,1535)
table-cell: 431/961 xyxy=(1097,915,1179,932)
ref-number: ಸಂಖ್ಯೆ:ತುಮಪಾ/ಕಂದಾ.ಶಾ/ಖಾತಾಪುಸ್ತಕ/ಜಾಹೀ-16/2021-22 xyxy=(805,759,972,769)
table-cell: 27 xyxy=(806,1302,828,1319)
ad-heading: ತಿಳುವಳಿಕೆ xyxy=(1094,226,1123,237)
table-cell: ಎಂ ಶ್ರೀಧರ್ ಬಿನ್ ಮೈಲಾರಯ್ಯ xyxy=(828,932,1051,949)
table-cell: 69/797 xyxy=(1097,1131,1179,1148)
case-number: ಪಿ.ಆರ್.ಎಮ್. ನಂ : 32/2025 xyxy=(420,173,530,183)
table-cell: 8+17=136 xyxy=(1179,1601,1255,1618)
table-cell: 8+13.5=108 xyxy=(1179,1302,1255,1319)
table-cell: ಹನುಮಂತಯ್ಯ ಬಿನ್ ಲೇಟ್ ವೆಂಕಟಪ್ಪ xyxy=(828,1418,1051,1435)
ad-title: ಗೌರವಾನ್ವಿತ ಪ್ರಧಾನ ಸಿವಿಲ್ ನ್ಯಾಯಾಧೀಶರ ನ್ಯಾಯಾಲಯ ( ಹಿರಿಯ ವಿಭಾಗ) ಸಿ.ಜೆ.ಎಮ್., ಶಿವಮೊಗ್ಗ xyxy=(985,145,1232,169)
table-cell: 14/a/729/a/3333 xyxy=(1097,1401,1179,1418)
ad-body-continued: ಅರ್ಜಿದಾರರು: ಶ್ರೀಮತಿ ಗಂಗಮ್ಮ ಕೋಂ ಅಂಜಿನಪ್ಪ, ಸುಮಾರು 59 ವರ್ಷ, ವಾಸ: ಹೊನ್ನಾಳಿ ತಾಲ್ಲೂಕು, ದಾವಣಗೆರೆ ಜಿಲ್ಲೆ. ಮೃತರ ಹೆಸರಿನಲ್ಲಿರುವ ಆಸ್ತಿಯ ಬಗ್ಗೆ ಉತ್ತರಾಧಿಕಾರ ಪತ್ರ ನೀಡಲು ಅರ್ಜಿ ಸಲ್ಲಿಸಿದ್ದು, ಯಾರಿಗಾದರೂ ತಕರಾರು ಇದ್ದಲ್ಲಿ ದಿನಾಂಕ: 28-03-2025 ರಂದು ಬೆಳಿಗ್ಗೆ 11 ಗಂಟೆಗೆ ನ್ಯಾಯಾಲಯದಲ್ಲಿ ಹಾಜರಾಗತಕ್ಕದ್ದು. xyxy=(326,230,624,259)
case-number: ಓ.ಎಸ್. ನಂ : 186/2018 xyxy=(110,553,206,563)
tender-dates: 1) ಟೆಂಡರ್ ಸಲ್ಲಿಸಲು ಕೊನೆಯ ದಿನಾಂಕ: 03-03-2025 ರ ಸಂಜೆ 16.00 ಘಂಟೆವರೆಗೆ 2) ತಾಂತ್ರಿಕ ಬಿಡ್ ತೆರೆಯುವ ದಿನಾಂಕ: 04-03-2025 ರಂದು 16.30 ಘಂಟೆಗೆ www.kppp.karnataka.gov.in xyxy=(326,1867,787,1889)
table-cell: 20+1=20 xyxy=(1179,1065,1255,1082)
table-cell: ಎಂ ಆರ್ ರಾಮಕೃಷ್ಣಯ್ಯ ಬಿನ್ ಲೇಟ್ ರಾಮಯ್ಯ xyxy=(828,1065,1051,1082)
table-cell: 59/783 xyxy=(1097,1236,1179,1253)
list-item: 7. ಅಂದಾಜು ಮೊತ್ತ: ರೂ.8,90,000-00 xyxy=(326,1411,445,1421)
table-cell: 1 xyxy=(806,866,828,883)
table-cell: 186/957 xyxy=(1097,982,1179,999)
ad-tumakuru-corporation xyxy=(800,705,1260,2090)
table-cell: 33888 xyxy=(1051,1164,1097,1181)
table-cell: ಬಸಮ್ಮ ಕೋಂ ಕುಮಾರ್ xyxy=(828,1269,1051,1286)
dipr-code: DIPR/TUM/RO-180/24-25/Oysters xyxy=(805,1674,952,1683)
ad-body: ಚಿಕ್ಕಮಗಳೂರು ತಾಲ್ಲೂಕು ಪಂಚಾಯತಿ ವ್ಯಾಪ್ತಿಯ ಕಾಮಗಾರಿಗಳಿಗೆ ಅರ್ಹ ಗುತ್ತಿಗೆದಾರರಿಂದ ಇ-ಟೆಂಡರ್ ಆಹ್ವಾನಿಸಲಾಗಿದೆ. ಟೆಂಡರ್ ದಾಖಲೆಗಳನ್ನು ವೆಬ್‌ಸೈಟ್ http://eproc.karnataka.gov.in ನಲ್ಲಿ ಪಡೆಯಬಹುದು. ಟೆಂಡರ್ ಸಲ್ಲಿಸಲು ಕೊನೆಯ ದಿನಾಂಕ: 01-03-2025 ಮಧ್ಯಾಹ್ನ 4.30 ಗಂಟೆ. ಹೆಚ್ಚಿನ ಮಾಹಿತಿಗೆ ವೆಬ್‌ಸೈಟ್ http://eproc.karnataka.gov.in ನಲ್ಲಿ ಸಂಪರ್ಕಿಸಬಹುದು. xyxy=(489,985,787,1033)
table-row xyxy=(806,1114,1255,1131)
ad-body-continued: ಮೂಲ ಅರ್ಜಿದಾರರು: ಶ್ರೀ ಕೇಶವ ಬಿನ್ ಲೇ ಹನುಮಂತಪ್ಪ, ವಾಸ: ಶಿವಮೊಗ್ಗ. ಸದರಿ ಪ್ರಕರಣದಲ್ಲಿ ಪ್ರತಿವಾದಿಗಳಿಗೆ ಸಾಮಾನ್ಯ ರೀತಿಯಲ್ಲಿ ನೋಟೀಸು ಜಾರಿಯಾಗದ ಕಾರಣ ಈ ಪತ್ರಿಕಾ ಪ್ರಕಟಣೆ ಮೂಲಕ ತಿಳಿಸುವುದೇನೆಂದರೆ, ದಿನಾಂಕ:24-03-2025 ರಂದು ಬೆಳಿಗ್ಗೆ 11.00 ಗಂಟೆಗೆ ಈ ನ್ಯಾಯಾಲಯದಲ್ಲಿ ಖುದ್ದಾಗಿ ಅಥವಾ ವಕೀಲರ ಮೂಲಕ ಹಾಜರಾಗತಕ್ಕದ್ದು. ತಪ್ಪಿದಲ್ಲಿ ಏಕಪಕ್ಷೀಯವಾಗಿ ತೀರ್ಮಾನಿಸಲಾಗುವುದು. xyxy=(963,324,1254,364)
table-row xyxy=(806,882,1255,899)
table-cell: 6+25=150 xyxy=(1179,1335,1255,1352)
vikrama-top: ತಪ್ಪದೇ ಓದಿ xyxy=(726,700,800,722)
paper-logo xyxy=(12,40,312,122)
table-cell: 34339 xyxy=(1051,1114,1097,1131)
table-cell: 35 xyxy=(806,1435,828,1452)
ad-taluk-panchayat xyxy=(483,902,793,1192)
column-header: ರಸ್ತೆಗೆ ಅವಶ್ಯವಾಗುವ ಅಳತೆ (ಚ.ಅ) xyxy=(1179,845,1255,866)
address-text: ಜಿಲ್ಲಾಧಿಕಾರಿಗಳ ಭವನ, ಕೊಠಡಿ ಸಂ: 131, ಮೊದಲನೇ ಮಹಡಿ, ಚಾಮರಾಜನಗರ xyxy=(435,1243,678,1254)
tender-band: ಟೆಂಡರ್ ಪ್ರಕಟಣೆ 35/2024-25 (ಇ-ಪ್ರೊಕ್ಯೂರ್‌ಮೆಂಟ್ ಮೂಲಕ) xyxy=(326,1734,787,1751)
table-cell: 38725 xyxy=(1051,1639,1097,1656)
table-cell: ಎಂ ಆರ್ ರಾಮಚಂದ್ರಯ್ಯ ಬಿನ್ ಲೇಟ್ ಚಿಕ್ಕರಾಮಯ್ಯ xyxy=(828,1518,1051,1535)
table-cell: 22 xyxy=(806,1214,828,1236)
table-cell: 38208 xyxy=(1051,932,1097,949)
column-header: ಸ್ವತ್ತಿನ ಮಾಲೀಕರ ಹೆಸರು xyxy=(828,845,1051,866)
ad-prd-sirsi xyxy=(320,1672,793,2090)
ad-signature: ಸ/- ಜಿಲ್ಲಾ ಸರ್ವೇಕ್ಷಣಾಧಿಕಾರಿಗಳು, ಮೈಸೂರು ಜಿಲ್ಲೆ, ಮೈಸೂರು. xyxy=(65,1374,251,1385)
table-row xyxy=(806,1567,1255,1584)
table-cell: 5+26.5=132.5 xyxy=(1179,1164,1255,1181)
ad-body-continued: ಕರ್ನಾಟಕ ಲೋಕೋಪಯೋಗಿ ಇಲಾಖೆಯಲ್ಲಿ ಅರ್ಹ ನೋಂದಾಯಿತ ವರ್ಗದ ಗುತ್ತಿಗೆದಾರರಿಂದ ಇ-ಪ್ರೊಕ್ಯೂರ್‌ಮೆಂಟ್ ಮೂಲಕ ದ್ವಿ-ಲಕೋಟೆ ಪದ್ಧತಿಯಲ್ಲಿ ಟೆಂಡರ್ ಆಹ್ವಾನಿಸಲಾಗಿದೆ. ವೆಬ್‌ಸೈಟ್ kppp.karnataka.gov.in ಮೂಲಕ ಟೆಂಡರ್ ದಾಖಲೆಗಳನ್ನು ಪಡೆಯಬಹುದು. 1) ಬಿಡ್ ಸಲ್ಲಿಸಲು ಕೊನೆಯ ದಿನಾಂಕ: 27-02-2025, 2) ತಾಂತ್ರಿಕ ಬಿಡ್ ತೆರೆಯುವ ದಿನಾಂಕ: 01-03-2025. ಹೆಚ್ಚಿನ ಮಾಹಿತಿಗೆ ದೂರವಾಣಿ ಸಂಖ್ಯೆ: 08182-274942 ಅಥವಾ ಕಛೇರಿ ವೇಳೆಯಲ್ಲಿ ಸಂಪರ್ಕಿಸಬಹುದು. xyxy=(11,1809,305,1886)
table-row xyxy=(806,932,1255,949)
paper-name: ಹೊಸ ದಿಗಂತ xyxy=(60,43,199,79)
ad-body-continued: ಅರ್ಜಿದಾರರು: ಮಹಮ್ಮದ್ ಖಲೀಲ್ ಬಿನ್ ಅಬ್ದುಲ್ ಖಾದರ್, ಸುಮಾರು 52 ವರ್ಷ, ವಾಸ: ಹಳೇನಗರ, ಭದ್ರಾವತಿ ತಾಲ್ಲೂಕು, ಶಿವಮೊಗ್ಗ ಜಿಲ್ಲೆ. ಸದರಿ ಅರ್ಜಿಯಲ್ಲಿ ಯಾರಿಗಾದರೂ ಆಕ್ಷೇಪಣೆಗಳಿದ್ದಲ್ಲಿ ದಿನಾಂಕ: 10-03-2025 ರಂದು ಬೆಳಿಗ್ಗೆ 11 ಗಂಟೆಗೆ ನ್ಯಾಯಾಲಯದಲ್ಲಿ ಖುದ್ದಾಗಿ ಅಥವಾ ವಕೀಲರ ಮೂಲಕ ಹಾಜರಾಗಿ ತಮ್ಮ ಆಕ್ಷೇಪಣೆ ಸಲ್ಲಿಸತಕ್ಕದ್ದು. ತಪ್ಪಿದಲ್ಲಿ ಏಕಪಕ್ಷೀಯವಾಗಿ ತೀರ್ಮಾನಿಸಲಾಗುವುದು. xyxy=(11,241,305,281)
table-cell: ಟಿ ಎಂ ವೆಂಕಟಾಚಲಯ್ಯ ಬಿನ್ ಮುದ್ದಣ್ಣ xyxy=(828,882,1051,899)
table-cell: 34523 xyxy=(1051,899,1097,916)
property-table-body xyxy=(806,866,1255,1656)
table-cell: 33626 xyxy=(1051,1214,1097,1236)
ad-health-mysuru xyxy=(5,995,311,1625)
table-cell: 399/1152 xyxy=(1097,1269,1179,1286)
ad-body: ವಾದಿಯವರು: ವಿಜಯಕುಮಾರ್ @ವಿಜಯ್ ಬಿನ್ ಲೇ ಬಸವರಾಜಪ್ಪ, ವಾಸ: ಹೊನ್ನಾಳಿ ತಾಲ್ಲೂಕು, ದಾವಣಗೆರೆ ಜಿಲ್ಲೆ. ಪ್ರತಿವಾದಿಗಳಿಗೆ ಸಾಮಾನ್ಯ ರೀತಿಯಲ್ಲಿ ಸಮನ್ಸ್ ಜಾರಿಯಾಗದ ಕಾರಣ, ದಿನಾಂಕ:12-03-2025 ರಂದು ಬೆಳಿಗ್ಗೆ 11 ಗಂಟೆಗೆ ನ್ಯಾಯಾಲಯದಲ್ಲಿ ಹಾಜರಾಗತಕ್ಕದ್ದು. ತಪ್ಪಿದಲ್ಲಿ ಏಕಪಕ್ಷೀಯವಾಗಿ ತೀರ್ಮಾನಿಸಲಾಗುವುದು. xyxy=(11,564,305,593)
table-cell: ಮಹೇಶ್ ಎಂ ಕೆ ಬಿನ್ ಲೇಟ್ ಕೃಷ್ಣಪ್ಪ xyxy=(828,1468,1051,1485)
ad-body-continued: ವಿಷಯ: 2025-26ನೇ ಸಾಲಿನ ಹಿಂದುಳಿದ ವರ್ಗಗಳ ಕಲ್ಯಾಣ ಇಲಾಖೆಯ ವ್ಯಾಪ್ತಿಯಲ್ಲಿ ಬರುವ ವಿದ್ಯಾರ್ಥಿನಿಲಯಗಳಿಗೆ ಆಹಾರ ಸಾಮಗ್ರಿ, ತರಕಾರಿ, ಹಣ್ಣು, ಹಾಲು, ಮೊಟ್ಟೆ ಮತ್ತು ಇತರೆ ಸಾಮಗ್ರಿಗಳನ್ನು ಸರಬರಾಜು ಮಾಡಲು ಇ-ಪ್ರೊಕ್ಯೂರ್‌ಮೆಂಟ್ ಮೂಲಕ ಟೆಂಡರ್ ಆಹ್ವಾನಿಸಲಾಗಿದೆ. xyxy=(326,1315,787,1335)
table-cell: ಮಂಗಳಮ್ಮ ಕೋಂ ಹನುಮಂತರಾಯಪ್ಪ xyxy=(828,1114,1051,1131)
table-cell: 8 xyxy=(806,982,828,999)
table-cell: 47 xyxy=(806,1639,828,1656)
ad-body: ವಿಷಯ: 2025-26ನೇ ಸಾಲಿನ ಹಿಂದುಳಿದ ವರ್ಗಗಳ ಕಲ್ಯಾಣ ಇಲಾಖೆಯ ವ್ಯಾಪ್ತಿಯಲ್ಲಿ ಬರುವ ವಿದ್ಯಾರ್ಥಿನಿಲಯಗಳಿಗೆ ಆಹಾರ ಸಾಮಗ್ರಿ, ತರಕಾರಿ, ಹಣ್ಣು, ಹಾಲು, ಮೊಟ್ಟೆ ಮತ್ತು ಇತರೆ ಸಾಮಗ್ರಿಗಳನ್ನು ಸರಬರಾಜು ಮಾಡಲು ಇ-ಪ್ರೊಕ್ಯೂರ್‌ಮೆಂಟ್ ಮೂಲಕ ಟೆಂಡರ್ ಆಹ್ವಾನಿಸಲಾಗಿದೆ. xyxy=(326,1293,787,1312)
